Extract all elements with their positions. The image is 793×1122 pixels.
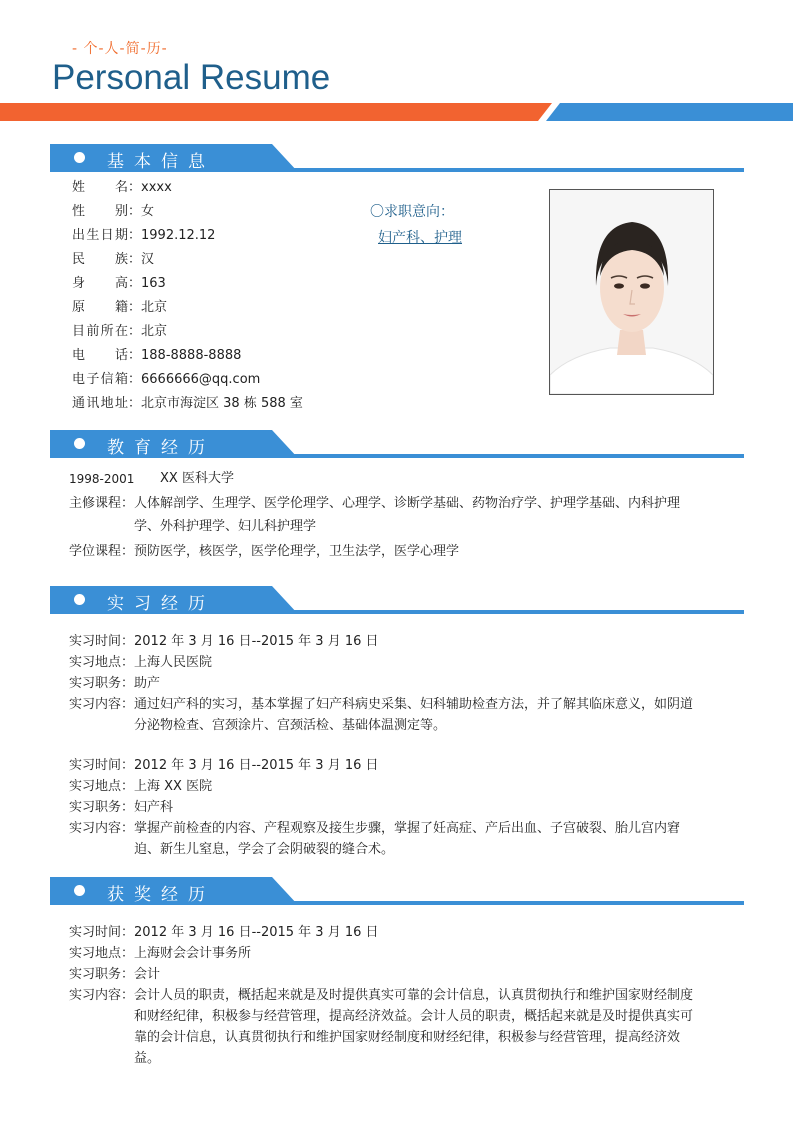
entry-role-row: 实习职务： 助产 [69, 673, 699, 694]
entry-content-row: 实习内容： 会计人员的职责，概括起来就是及时提供真实可靠的会计信息，认真贯彻执行和维护国家财经制度和财经纪律，积极参与经营管理，提高经济效益。会计人员的职责，概括起来就是及时提供真实可靠的会计信息，认真贯彻执行和维护国家财经制度和财经纪律，积极参与经营管理，提高经济效益。 [69, 985, 699, 1069]
internship-entry-2 [69, 755, 699, 860]
entry-role: 妇产科 [134, 800, 174, 815]
section-title: 教育经历 [107, 438, 215, 458]
entry-place: 上海 XX 医院 [134, 779, 213, 794]
education-block [69, 469, 699, 563]
portrait-image [550, 190, 713, 394]
info-value: 北京 [141, 324, 168, 339]
section-header-internship [50, 586, 744, 614]
info-value: 1992.12.12 [141, 228, 216, 243]
info-row-phone: 电话：188-8888-8888 [72, 348, 242, 363]
entry-role-row: 实习职务： 妇产科 [69, 797, 699, 818]
resume-subtitle: - 个-人-简-历- [72, 41, 168, 57]
info-row-address: 通讯地址：北京市海淀区 38 栋 588 室 [72, 396, 303, 411]
profile-photo [549, 189, 714, 395]
info-value: 188-8888-8888 [141, 348, 242, 363]
info-row-name: 姓名：xxxx [72, 180, 172, 195]
education-school: XX 医科大学 [160, 471, 234, 486]
header-accent-bars [0, 103, 793, 121]
education-period: 1998-2001 [69, 472, 135, 486]
job-intent-value[interactable]: 妇产科、护理 [378, 230, 462, 246]
bullet-icon [74, 152, 85, 163]
entry-content: 会计人员的职责，概括起来就是及时提供真实可靠的会计信息，认真贯彻执行和维护国家财经制度和财经纪律，积极参与经营管理，提高经济效益。会计人员的职责，概括起来就是及时提供真实可靠的会计信息，认真贯彻执行和维护国家财经制度和财经纪律，积极参与经营管理，提高经济效益。 [134, 988, 694, 1066]
courses-value: 人体解剖学、生理学、医学伦理学、心理学、诊断学基础、药物治疗学、护理学基础、内科护理学、外科护理学、妇儿科护理学 [134, 496, 681, 534]
entry-place: 上海财会会计事务所 [134, 946, 252, 961]
section-header-education [50, 430, 744, 458]
courses-label: 主修课程： [69, 496, 135, 511]
section-title: 获奖经历 [107, 885, 215, 905]
entry-content: 掌握产前检查的内容、产程观察及接生步骤，掌握了妊高症、产后出血、子宫破裂、胎儿宫内窘迫、新生儿窒息，学会了会阴破裂的缝合术。 [134, 821, 681, 857]
degree-label: 学位课程： [69, 544, 135, 559]
info-row-email: 电子信箱：6666666@qq.com [72, 372, 261, 387]
info-row-height: 身高：163 [72, 276, 166, 291]
entry-place-row: 实习地点： 上海 XX 医院 [69, 776, 699, 797]
education-courses-row [69, 492, 699, 538]
entry-place-row: 实习地点： 上海人民医院 [69, 652, 699, 673]
info-value: 女 [141, 204, 155, 219]
entry-time: 2012 年 3 月 16 日--2015 年 3 月 16 日 [134, 758, 379, 773]
resume-title: Personal Resume [52, 58, 331, 97]
entry-time: 2012 年 3 月 16 日--2015 年 3 月 16 日 [134, 634, 379, 649]
orange-accent-bar [0, 103, 552, 121]
entry-content: 通过妇产科的实习，基本掌握了妇产科病史采集、妇科辅助检查方法，并了解其临床意义，如阴道分泌物检查、宫颈涂片、宫颈活检、基础体温测定等。 [134, 697, 694, 733]
info-value: 163 [141, 276, 166, 291]
internship-entry-1 [69, 631, 699, 736]
awards-entry-1 [69, 922, 699, 1069]
entry-role-row: 实习职务： 会计 [69, 964, 699, 985]
entry-role: 会计 [134, 967, 161, 982]
basic-info-list [72, 176, 303, 416]
entry-time-row: 实习时间： 2012 年 3 月 16 日--2015 年 3 月 16 日 [69, 922, 699, 943]
bullet-icon [74, 885, 85, 896]
info-value: xxxx [141, 180, 172, 195]
entry-time-row: 实习时间： 2012 年 3 月 16 日--2015 年 3 月 16 日 [69, 631, 699, 652]
section-header-basic [50, 144, 744, 172]
entry-time-row: 实习时间： 2012 年 3 月 16 日--2015 年 3 月 16 日 [69, 755, 699, 776]
entry-content-row: 实习内容： 掌握产前检查的内容、产程观察及接生步骤，掌握了妊高症、产后出血、子宫破裂、胎儿宫内窘迫、新生儿窒息，学会了会阴破裂的缝合术。 [69, 818, 699, 860]
info-row-ethnicity: 民族：汉 [72, 252, 155, 267]
info-value: 北京 [141, 300, 168, 315]
entry-place: 上海人民医院 [134, 655, 213, 670]
info-value: 北京市海淀区 38 栋 588 室 [141, 396, 303, 411]
info-row-origin: 原籍：北京 [72, 300, 168, 315]
info-row-birthdate: 出生日期：1992.12.12 [72, 228, 216, 243]
section-title: 基本信息 [107, 152, 215, 172]
job-intent-label: 〇求职意向： [370, 204, 454, 220]
degree-value: 预防医学，核医学，医学伦理学，卫生法学，医学心理学 [134, 544, 460, 559]
blue-accent-bar [546, 103, 793, 121]
bullet-icon [74, 438, 85, 449]
entry-time: 2012 年 3 月 16 日--2015 年 3 月 16 日 [134, 925, 379, 940]
education-period-row [69, 469, 699, 489]
bullet-icon [74, 594, 85, 605]
entry-content-row: 实习内容： 通过妇产科的实习，基本掌握了妇产科病史采集、妇科辅助检查方法，并了解其临床意义，如阴道分泌物检查、宫颈涂片、宫颈活检、基础体温测定等。 [69, 694, 699, 736]
info-value: 汉 [141, 252, 155, 267]
education-degree-row [69, 540, 699, 563]
info-row-gender: 性别：女 [72, 204, 155, 219]
info-value: 6666666@qq.com [141, 372, 261, 387]
info-row-location: 目前所在：北京 [72, 324, 168, 339]
section-title: 实习经历 [107, 594, 215, 614]
entry-role: 助产 [134, 676, 161, 691]
section-header-awards [50, 877, 744, 905]
entry-place-row: 实习地点： 上海财会会计事务所 [69, 943, 699, 964]
